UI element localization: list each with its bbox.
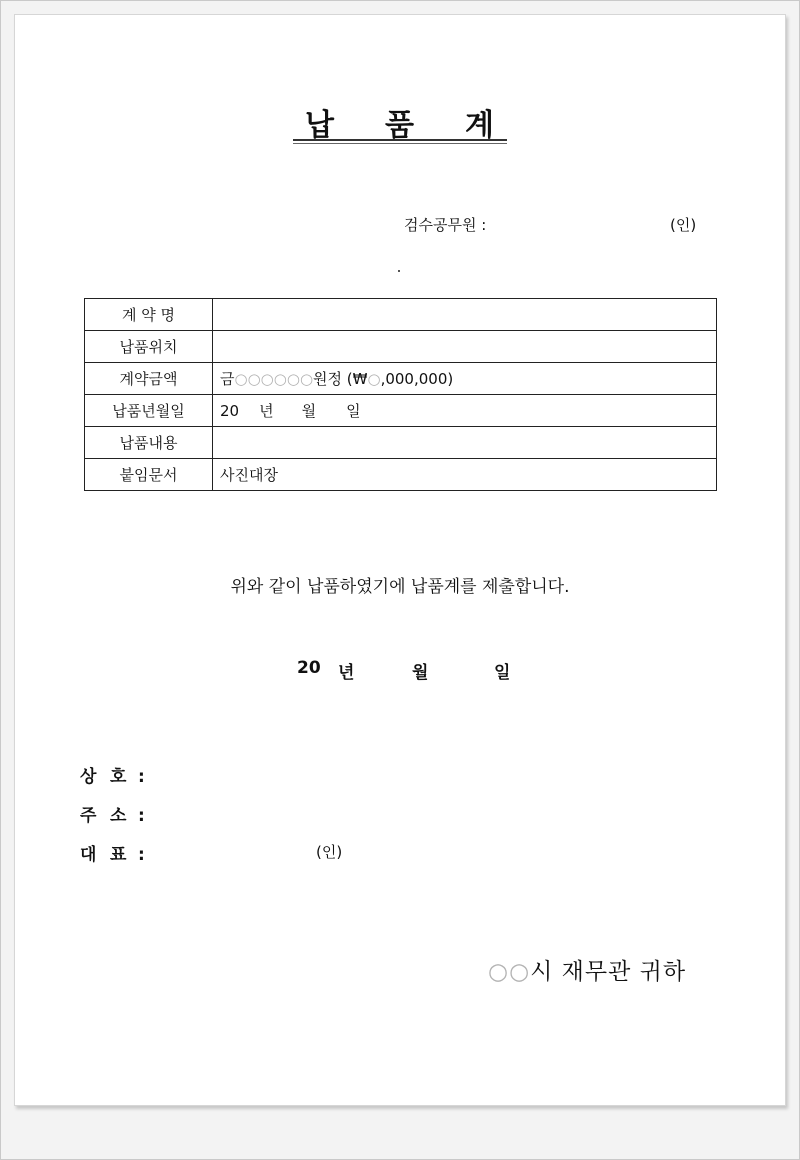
row-label-delivery-location: 납품위치 xyxy=(85,331,213,363)
table-row xyxy=(85,459,717,491)
company-address-field xyxy=(80,801,145,826)
title-char-2: 품 xyxy=(385,108,415,143)
title-char-1: 납 xyxy=(305,108,335,143)
delivery-month-unit: 월 xyxy=(301,402,317,420)
inspector-label: 검수공무원 : xyxy=(404,216,487,234)
row-label-contract-amount: 계약금액 xyxy=(85,363,213,395)
title-underline-thin xyxy=(293,143,507,144)
row-label-delivery-content: 납품내용 xyxy=(85,427,213,459)
delivery-year-unit: 년 xyxy=(259,402,274,420)
row-value-delivery-date xyxy=(213,395,717,427)
row-value-delivery-content xyxy=(213,427,717,459)
row-value-attachment: 사진대장 xyxy=(213,459,717,491)
table-row xyxy=(85,299,717,331)
company-rep-colon: : xyxy=(138,845,145,865)
addressee-text: 시 재무관 귀하 xyxy=(530,959,687,985)
title-char-3: 계 xyxy=(464,108,495,143)
row-label-contract-name: 계 약 명 xyxy=(85,299,213,331)
amount-circles: ○○○○○○ xyxy=(234,370,314,388)
submission-statement: 위와 같이 납품하였기에 납품계를 제출합니다. xyxy=(230,577,570,597)
amount-suffix: ,000,000) xyxy=(380,370,454,388)
delivery-day-unit: 일 xyxy=(346,402,361,420)
row-value-delivery-location xyxy=(213,331,717,363)
delivery-info-table xyxy=(84,298,717,491)
company-rep-label-1: 대 xyxy=(80,845,97,865)
inspector-seal: (인) xyxy=(670,216,697,234)
addressee-circles: ○○ xyxy=(488,959,531,985)
row-value-contract-name xyxy=(213,299,717,331)
amount-circle2: ○ xyxy=(367,370,381,388)
row-label-delivery-date: 납품년월일 xyxy=(85,395,213,427)
submission-month-unit: 월 xyxy=(412,663,429,683)
table-row xyxy=(85,363,717,395)
title-underline xyxy=(293,139,507,141)
rep-seal: (인) xyxy=(316,843,343,861)
delivery-year: 20 xyxy=(220,402,240,420)
row-label-attachment: 붙임문서 xyxy=(85,459,213,491)
company-name-field xyxy=(80,762,145,787)
submission-year: 20 xyxy=(297,658,321,678)
company-address-label-1: 주 xyxy=(80,806,97,826)
document-title xyxy=(0,100,800,144)
table-row xyxy=(85,331,717,363)
amount-middle: 원정 (₩ xyxy=(313,370,368,388)
amount-prefix: 금 xyxy=(220,370,235,388)
submission-year-unit: 년 xyxy=(338,663,355,683)
stray-dot xyxy=(398,270,400,272)
table-row xyxy=(85,395,717,427)
document-page xyxy=(14,14,786,1106)
company-rep-field xyxy=(80,840,145,865)
row-value-contract-amount xyxy=(213,363,717,395)
company-address-colon: : xyxy=(138,806,145,826)
company-name-colon: : xyxy=(138,767,145,787)
company-address-label-2: 소 xyxy=(110,806,127,826)
company-name-label-2: 호 xyxy=(110,767,127,787)
company-rep-label-2: 표 xyxy=(110,845,127,865)
addressee xyxy=(488,953,686,986)
submission-day-unit: 일 xyxy=(494,663,511,683)
table-row xyxy=(85,427,717,459)
company-name-label-1: 상 xyxy=(80,767,97,787)
